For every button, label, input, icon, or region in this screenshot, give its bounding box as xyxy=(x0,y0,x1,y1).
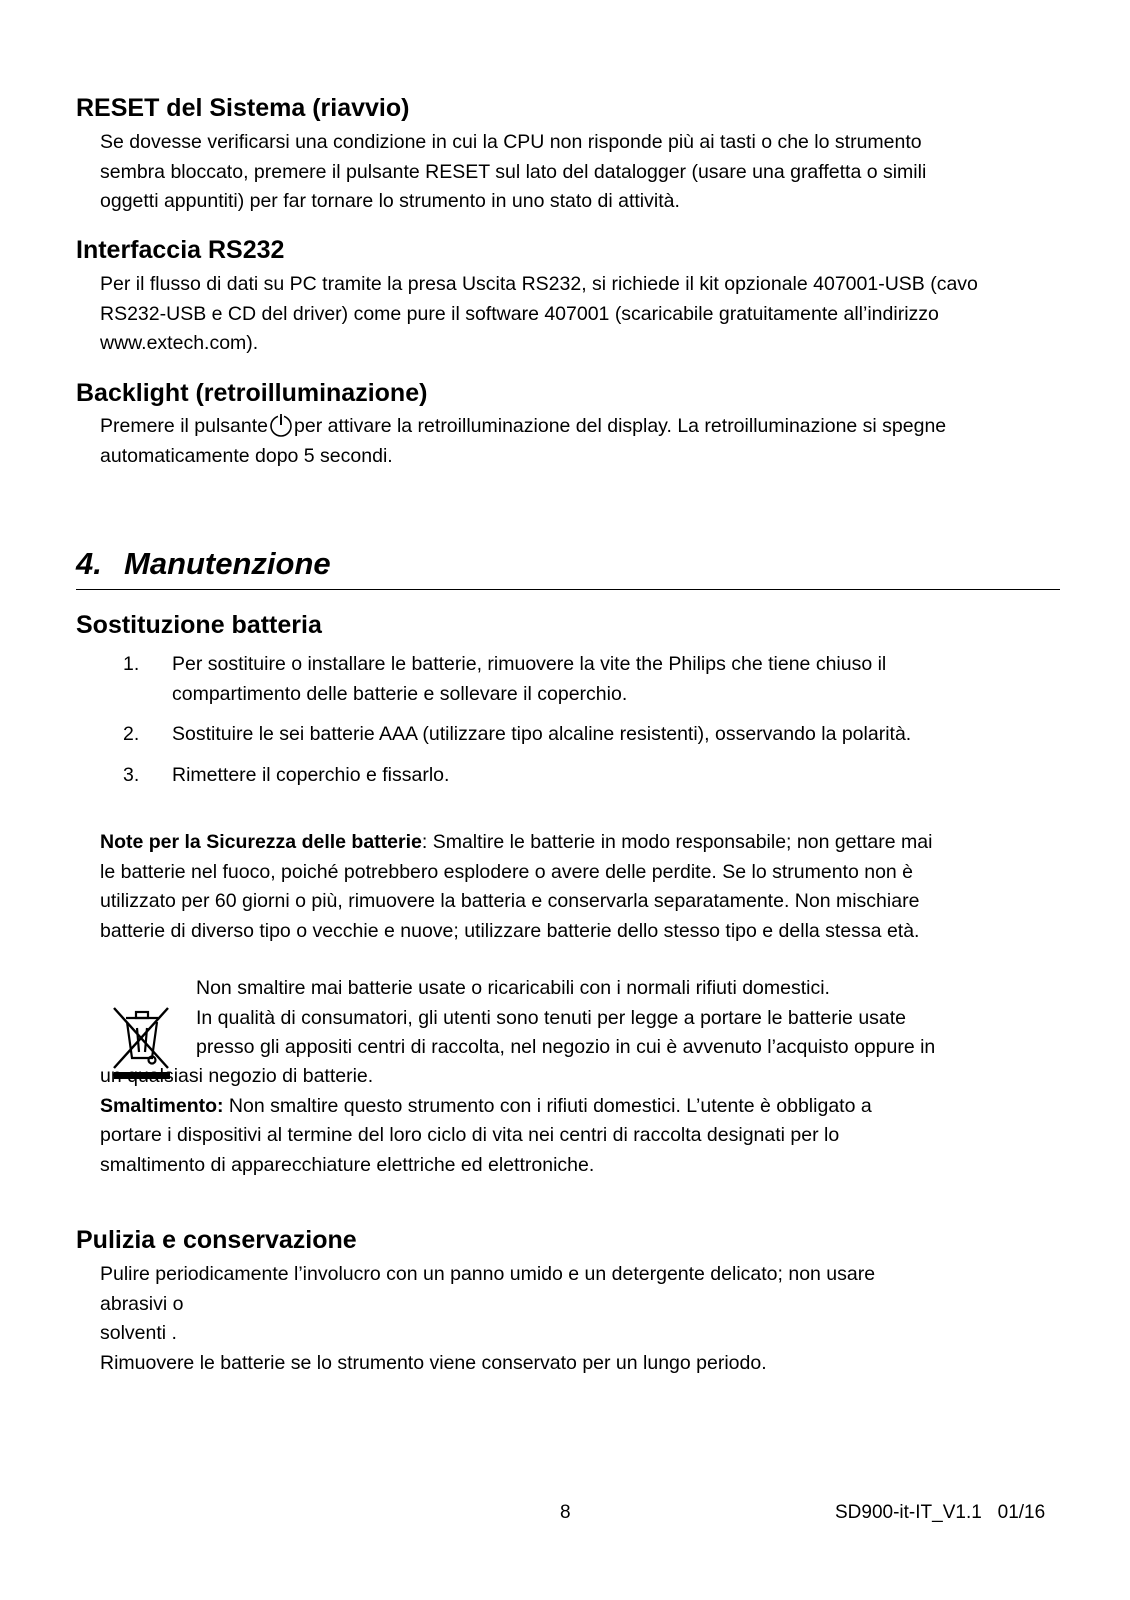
cleaning-line: abrasivi o xyxy=(100,1292,184,1315)
document-id: SD900-it-IT_V1.1 01/16 xyxy=(835,1502,1046,1523)
smaltimento-line xyxy=(100,1092,1070,1122)
list-item-number: 3. xyxy=(123,763,140,786)
cleaning-line: Rimuovere le batterie se lo strumento viene conservato per un lungo periodo. xyxy=(100,1351,767,1374)
section-title-cleaning: Pulizia e conservazione xyxy=(76,1226,357,1254)
list-item xyxy=(100,761,1070,791)
chapter-rule xyxy=(76,589,1060,590)
disposal-line: Non smaltire mai batterie usate o ricaricabili con i normali rifiuti domestici. xyxy=(196,977,830,999)
safety-line: utilizzato per 60 giorni o più, rimuovere la batteria e conservarla separatamente. Non mischiare xyxy=(100,890,920,912)
disposal-line: presso gli appositi centri di raccolta, nel negozio in cui è avvenuto l’acquisto oppure in xyxy=(196,1036,936,1058)
safety-line: batterie di diverso tipo o vecchie e nuove; utilizzare batterie dello stesso tipo e della stessa età. xyxy=(100,919,920,942)
backlight-text-before: Premere il pulsante xyxy=(100,415,268,437)
safety-label: Note per la Sicurezza delle batterie xyxy=(100,831,422,853)
battery-steps-list xyxy=(100,650,1070,801)
list-item-line: compartimento delle batterie e sollevare il coperchio. xyxy=(172,682,628,705)
list-item xyxy=(100,650,1070,709)
reset-line: oggetti appuntiti) per far tornare lo strumento in uno stato di attività. xyxy=(100,190,680,212)
backlight-paragraph xyxy=(100,412,1070,471)
backlight-line: automaticamente dopo 5 secondi. xyxy=(100,444,393,467)
cleaning-line: Pulire periodicamente l’involucro con un panno umido e un detergente delicato; non usare xyxy=(100,1263,876,1285)
list-item-line: Per sostituire o installare le batterie, rimuovere la vite the Philips che tiene chiuso il xyxy=(172,653,887,675)
safety-line: le batterie nel fuoco, poiché potrebbero esplodere o avere delle perdite. Se lo strumento non è xyxy=(100,860,914,883)
section-title-reset: RESET del Sistema (riavvio) xyxy=(76,94,410,122)
rs232-line: RS232-USB e CD del driver) come pure il software 407001 (scaricabile gratuitamente all’indirizzo xyxy=(100,302,939,325)
section-title-rs232: Interfaccia RS232 xyxy=(76,236,285,264)
safety-text: : Smaltire le batterie in modo responsabile; non gettare mai xyxy=(421,831,933,853)
smaltimento-line: portare i dispositivi al termine del loro ciclo di vita nei centri di raccolta designati per lo xyxy=(100,1124,840,1146)
safety-line xyxy=(100,828,1070,858)
cleaning-paragraph xyxy=(100,1260,1070,1378)
reset-line: Se dovesse verificarsi una condizione in cui la CPU non risponde più ai tasti o che lo strumento xyxy=(100,131,922,153)
list-item-line: Sostituire le sei batterie AAA (utilizzare tipo alcaline resistenti), osservando la polarità. xyxy=(172,723,912,745)
reset-paragraph xyxy=(100,128,1070,217)
disposal-line: un qualsiasi negozio di batterie. xyxy=(100,1065,374,1087)
chapter-name: Manutenzione xyxy=(124,546,331,581)
list-item xyxy=(100,720,1070,750)
reset-line: sembra bloccato, premere il pulsante RESET sul lato del datalogger (usare una graffetta o simili xyxy=(100,160,927,183)
chapter-number: 4. xyxy=(76,546,102,581)
disposal-line: In qualità di consumatori, gli utenti sono tenuti per legge a portare le batterie usate xyxy=(196,1006,907,1029)
section-title-backlight: Backlight (retroilluminazione) xyxy=(76,379,428,407)
section-title-battery: Sostituzione batteria xyxy=(76,611,322,639)
rs232-line: Per il flusso di dati su PC tramite la presa Uscita RS232, si richiede il kit opzionale 407001-USB (cavo xyxy=(100,273,978,295)
chapter-title xyxy=(76,546,331,582)
power-icon xyxy=(269,413,293,437)
rs232-line: www.extech.com). xyxy=(100,332,259,354)
list-item-number: 1. xyxy=(123,653,140,675)
list-item-line: Rimettere il coperchio e fissarlo. xyxy=(172,763,450,786)
disposal-paragraph xyxy=(196,974,1076,1063)
cleaning-line: solventi . xyxy=(100,1322,177,1344)
battery-safety-note xyxy=(100,828,1070,946)
list-item-number: 2. xyxy=(123,723,140,745)
smaltimento-text: Non smaltire questo strumento con i rifiuti domestici. L’utente è obbligato a xyxy=(223,1094,872,1117)
disposal-continued xyxy=(100,1062,1070,1180)
backlight-line xyxy=(100,412,1070,442)
backlight-text-after: per attivare la retroilluminazione del display. La retroilluminazione si spegne xyxy=(294,415,947,437)
smaltimento-label: Smaltimento: xyxy=(100,1094,224,1117)
smaltimento-line: smaltimento di apparecchiature elettriche ed elettroniche. xyxy=(100,1153,595,1176)
page-number: 8 xyxy=(560,1502,571,1523)
rs232-paragraph xyxy=(100,270,1070,359)
